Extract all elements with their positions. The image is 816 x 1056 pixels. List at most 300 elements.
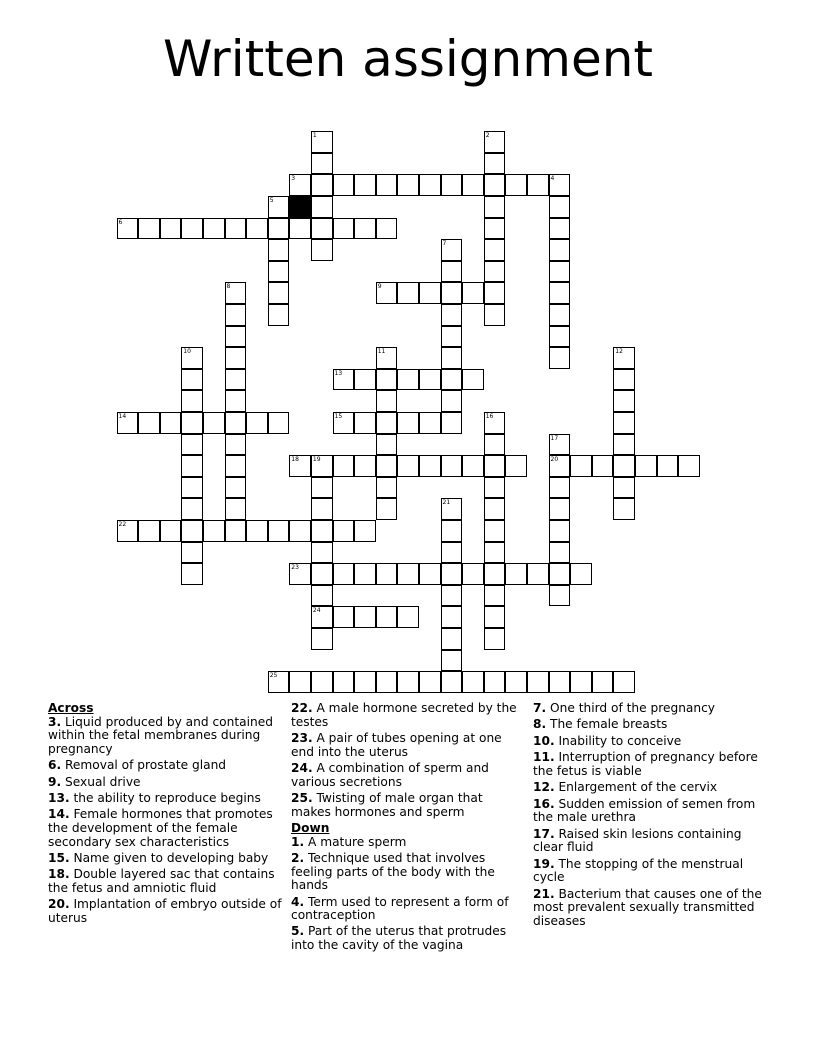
grid-cell[interactable] [181, 498, 203, 520]
cell-number: 3 [291, 175, 296, 183]
clue-text: The female breasts [546, 717, 668, 732]
clue-number: 22. [291, 701, 313, 715]
grid-cell[interactable] [549, 174, 571, 196]
grid-cell[interactable] [484, 606, 506, 628]
grid-cell[interactable] [484, 628, 506, 650]
grid-cell[interactable] [181, 412, 203, 434]
grid-cell[interactable] [376, 369, 398, 391]
grid-cell[interactable] [549, 261, 571, 283]
grid-cell[interactable] [354, 218, 376, 240]
grid-cell[interactable] [484, 282, 506, 304]
grid-cell[interactable] [549, 563, 571, 585]
grid-cell[interactable] [570, 563, 592, 585]
grid-cell[interactable] [354, 174, 376, 196]
grid-cell[interactable] [527, 563, 549, 585]
grid-cell[interactable] [657, 455, 679, 477]
grid-cell[interactable] [397, 606, 419, 628]
grid-cell[interactable] [268, 520, 290, 542]
grid-cell[interactable] [570, 671, 592, 693]
grid-cell[interactable] [181, 520, 203, 542]
clue-text: Removal of prostate gland [61, 758, 227, 773]
grid-cell[interactable] [484, 412, 506, 434]
grid-cell[interactable] [613, 455, 635, 477]
grid-cell[interactable] [333, 520, 355, 542]
grid-cell[interactable] [441, 326, 463, 348]
grid-cell[interactable] [268, 261, 290, 283]
down-clue [533, 702, 763, 716]
grid-cell[interactable] [311, 671, 333, 693]
clue-number: 11. [533, 750, 555, 765]
grid-cell[interactable] [441, 628, 463, 650]
grid-cell[interactable] [225, 412, 247, 434]
grid-cell[interactable] [181, 218, 203, 240]
down-clue [291, 896, 521, 923]
grid-cell[interactable] [484, 563, 506, 585]
grid-cell[interactable] [462, 563, 484, 585]
across-clue [291, 732, 521, 759]
grid-cell[interactable] [268, 196, 290, 218]
grid-cell[interactable] [117, 412, 139, 434]
grid-cell[interactable] [678, 455, 700, 477]
clues-column-3 [533, 702, 763, 931]
grid-cell[interactable] [613, 477, 635, 499]
grid-cell[interactable] [441, 174, 463, 196]
clue-text: Implantation of embryo outside of uterus [48, 897, 282, 925]
down-clue [291, 836, 521, 850]
grid-cell[interactable] [333, 563, 355, 585]
grid-cell[interactable] [160, 218, 182, 240]
grid-cell[interactable] [354, 369, 376, 391]
clue-number: 1. [291, 834, 305, 849]
grid-cell[interactable] [354, 412, 376, 434]
cell-number: 8 [226, 283, 231, 291]
grid-cell[interactable] [117, 218, 139, 240]
grid-cell[interactable] [225, 282, 247, 304]
grid-cell[interactable] [441, 650, 463, 672]
grid-cell[interactable] [333, 369, 355, 391]
down-clue [291, 852, 521, 893]
grid-cell[interactable] [441, 239, 463, 261]
page-title: Written assignment [162, 30, 653, 88]
grid-cell[interactable] [311, 196, 333, 218]
grid-cell[interactable] [181, 347, 203, 369]
grid-cell[interactable] [311, 542, 333, 564]
grid-cell[interactable] [484, 455, 506, 477]
grid-cell[interactable] [462, 369, 484, 391]
grid-cell[interactable] [268, 282, 290, 304]
clue-text: Part of the uterus that protrudes into the cavity of the vagina [291, 924, 507, 953]
cell-number: 13 [334, 369, 343, 377]
grid-cell[interactable] [138, 412, 160, 434]
clue-number: 14. [48, 807, 70, 822]
down-clue [533, 751, 763, 778]
grid-cell[interactable] [484, 218, 506, 240]
down-clue [533, 828, 763, 855]
grid-cell[interactable] [441, 498, 463, 520]
grid-cell[interactable] [441, 585, 463, 607]
grid-cell[interactable] [311, 477, 333, 499]
grid-cell[interactable] [138, 218, 160, 240]
grid-cell[interactable] [419, 455, 441, 477]
grid-cell[interactable] [549, 347, 571, 369]
grid-cell[interactable] [484, 477, 506, 499]
down-clue [533, 735, 763, 749]
cell-number: 1 [312, 132, 317, 140]
across-clue [48, 868, 283, 895]
clue-text: Twisting of male organ that makes hormones and sperm [291, 790, 483, 819]
clue-text: Liquid produced by and contained within the fetal membranes during pregnancy [48, 714, 273, 756]
grid-cell[interactable] [484, 196, 506, 218]
cell-number: 16 [485, 412, 494, 420]
clue-text: Sudden emission of semen from the male urethra [533, 796, 756, 825]
grid-cell[interactable] [549, 434, 571, 456]
grid-cell[interactable] [311, 239, 333, 261]
grid-cell[interactable] [160, 520, 182, 542]
grid-cell[interactable] [376, 477, 398, 499]
grid-cell[interactable] [419, 412, 441, 434]
grid-cell[interactable] [181, 369, 203, 391]
grid-cell[interactable] [441, 542, 463, 564]
grid-cell[interactable] [462, 282, 484, 304]
grid-cell[interactable] [203, 520, 225, 542]
grid-cell[interactable] [268, 671, 290, 693]
grid-cell[interactable] [397, 455, 419, 477]
grid-cell[interactable] [246, 520, 268, 542]
grid-cell[interactable] [441, 455, 463, 477]
grid-cell[interactable] [462, 455, 484, 477]
grid-cell[interactable] [246, 218, 268, 240]
grid-cell[interactable] [333, 455, 355, 477]
across-clue [48, 776, 283, 790]
grid-cell[interactable] [549, 498, 571, 520]
grid-cell[interactable] [397, 174, 419, 196]
grid-cell[interactable] [333, 218, 355, 240]
grid-cell[interactable] [484, 261, 506, 283]
cell-number: 14 [118, 412, 127, 420]
cell-number: 2 [485, 132, 490, 140]
cell-number: 5 [269, 196, 274, 204]
grid-cell[interactable] [311, 131, 333, 153]
clue-number: 21. [533, 886, 555, 901]
grid-cell[interactable] [397, 412, 419, 434]
grid-cell[interactable] [268, 304, 290, 326]
cell-number: 22 [118, 520, 127, 528]
grid-cell[interactable] [333, 174, 355, 196]
grid-cell[interactable] [181, 542, 203, 564]
grid-cell[interactable] [289, 455, 311, 477]
grid-cell[interactable] [289, 563, 311, 585]
grid-cell[interactable] [527, 174, 549, 196]
across-clue [291, 702, 521, 729]
grid-cell[interactable] [613, 390, 635, 412]
cell-number: 10 [183, 348, 191, 356]
grid-cell[interactable] [225, 326, 247, 348]
down-clue [533, 798, 763, 825]
clue-number: 4. [291, 894, 305, 909]
grid-cell[interactable] [376, 671, 398, 693]
clue-number: 24. [291, 760, 313, 775]
grid-cell[interactable] [376, 412, 398, 434]
grid-cell[interactable] [549, 239, 571, 261]
grid-cell[interactable] [441, 412, 463, 434]
clue-text: Enlargement of the cervix [554, 780, 718, 795]
grid-cell[interactable] [333, 671, 355, 693]
grid-cell[interactable] [181, 563, 203, 585]
grid-cell[interactable] [225, 369, 247, 391]
clue-text: Technique used that involves feeling parts of the body with the hands [291, 850, 495, 893]
grid-cell[interactable] [527, 671, 549, 693]
grid-cell[interactable] [592, 671, 614, 693]
cell-number: 23 [291, 564, 299, 572]
across-clue [48, 759, 283, 773]
grid-cell[interactable] [419, 282, 441, 304]
grid-cell[interactable] [311, 153, 333, 175]
grid-cell[interactable] [181, 477, 203, 499]
grid-cell[interactable] [484, 434, 506, 456]
grid-cell[interactable] [311, 585, 333, 607]
grid-cell[interactable] [549, 196, 571, 218]
grid-cell[interactable] [181, 434, 203, 456]
grid-cell[interactable] [376, 606, 398, 628]
grid-cell[interactable] [160, 412, 182, 434]
grid-cell[interactable] [181, 390, 203, 412]
grid-cell[interactable] [268, 239, 290, 261]
grid-cell[interactable] [549, 304, 571, 326]
down-clue [291, 925, 521, 952]
grid-cell[interactable] [419, 563, 441, 585]
clue-number: 19. [533, 856, 555, 871]
grid-cell[interactable] [225, 390, 247, 412]
grid-cell[interactable] [613, 369, 635, 391]
grid-cell[interactable] [549, 455, 571, 477]
grid-cell[interactable] [376, 218, 398, 240]
grid-cell[interactable] [484, 671, 506, 693]
grid-cell[interactable] [354, 606, 376, 628]
clue-number: 5. [291, 924, 305, 939]
clue-text: One third of the pregnancy [546, 701, 716, 715]
clue-number: 23. [291, 730, 313, 745]
grid-cell[interactable] [289, 174, 311, 196]
grid-cell[interactable] [419, 369, 441, 391]
grid-cell[interactable] [592, 455, 614, 477]
grid-cell[interactable] [117, 520, 139, 542]
clue-number: 17. [533, 826, 555, 841]
grid-cell[interactable] [225, 218, 247, 240]
grid-cell[interactable] [203, 218, 225, 240]
grid-cell[interactable] [441, 390, 463, 412]
across-clue [48, 716, 283, 757]
grid-cell[interactable] [354, 563, 376, 585]
grid-cell[interactable] [484, 304, 506, 326]
clue-number: 13. [48, 790, 70, 805]
grid-cell[interactable] [484, 174, 506, 196]
grid-cell[interactable] [181, 455, 203, 477]
grid-cell[interactable] [246, 412, 268, 434]
grid-cell[interactable] [484, 520, 506, 542]
clue-text: Interruption of pregnancy before the fetus is viable [533, 750, 758, 778]
grid-cell[interactable] [549, 218, 571, 240]
grid-cell[interactable] [268, 412, 290, 434]
grid-cell[interactable] [462, 174, 484, 196]
clue-text: Name given to developing baby [69, 850, 269, 865]
grid-cell[interactable] [397, 369, 419, 391]
across-clue [48, 852, 283, 866]
grid-cell[interactable] [354, 455, 376, 477]
grid-cell[interactable] [462, 671, 484, 693]
across-heading: Across [48, 701, 94, 715]
grid-cell[interactable] [613, 498, 635, 520]
clue-number: 18. [48, 867, 70, 882]
clue-text: A male hormone secreted by the testes [291, 701, 517, 729]
clue-number: 10. [533, 733, 555, 748]
clue-text: Sexual drive [61, 774, 141, 789]
grid-cell[interactable] [376, 434, 398, 456]
cell-number: 6 [118, 218, 123, 226]
grid-cell[interactable] [484, 585, 506, 607]
cell-number: 11 [377, 348, 386, 356]
grid-cell-black [289, 196, 311, 218]
clue-number: 9. [48, 774, 62, 789]
grid-cell[interactable] [613, 671, 635, 693]
clues-column-2 [291, 702, 521, 955]
grid-cell[interactable] [225, 477, 247, 499]
clue-number: 8. [533, 717, 547, 732]
grid-cell[interactable] [311, 563, 333, 585]
grid-cell[interactable] [505, 563, 527, 585]
grid-cell[interactable] [441, 369, 463, 391]
grid-cell[interactable] [484, 239, 506, 261]
grid-cell[interactable] [484, 498, 506, 520]
grid-cell[interactable] [549, 585, 571, 607]
grid-cell[interactable] [549, 282, 571, 304]
grid-cell[interactable] [311, 606, 333, 628]
grid-cell[interactable] [549, 671, 571, 693]
grid-cell[interactable] [505, 671, 527, 693]
grid-cell[interactable] [333, 412, 355, 434]
grid-cell[interactable] [203, 412, 225, 434]
clue-text: A combination of sperm and various secretions [291, 760, 489, 789]
grid-cell[interactable] [549, 326, 571, 348]
grid-cell[interactable] [311, 520, 333, 542]
grid-cell[interactable] [484, 542, 506, 564]
clue-text: the ability to reproduce begins [69, 790, 261, 805]
grid-cell[interactable] [311, 498, 333, 520]
grid-cell[interactable] [397, 282, 419, 304]
grid-cell[interactable] [441, 347, 463, 369]
grid-cell[interactable] [505, 174, 527, 196]
grid-cell[interactable] [376, 498, 398, 520]
cell-number: 25 [269, 672, 278, 680]
grid-cell[interactable] [397, 563, 419, 585]
clue-number: 7. [533, 701, 547, 715]
down-clue [533, 858, 763, 885]
grid-cell[interactable] [268, 218, 290, 240]
grid-cell[interactable] [376, 563, 398, 585]
grid-cell[interactable] [225, 520, 247, 542]
grid-cell[interactable] [419, 671, 441, 693]
grid-cell[interactable] [311, 218, 333, 240]
grid-cell[interactable] [333, 606, 355, 628]
grid-cell[interactable] [441, 520, 463, 542]
cell-number: 19 [312, 456, 321, 464]
grid-cell[interactable] [138, 520, 160, 542]
clue-text: A pair of tubes opening at one end into the uterus [291, 730, 502, 759]
clue-text: The stopping of the menstrual cycle [533, 856, 744, 885]
grid-cell[interactable] [570, 455, 592, 477]
clue-number: 25. [291, 790, 313, 805]
grid-cell[interactable] [376, 282, 398, 304]
grid-cell[interactable] [225, 434, 247, 456]
grid-cell[interactable] [549, 542, 571, 564]
grid-cell[interactable] [354, 671, 376, 693]
across-clue [48, 808, 283, 849]
cell-number: 18 [291, 456, 299, 464]
grid-cell[interactable] [354, 520, 376, 542]
grid-cell[interactable] [635, 455, 657, 477]
grid-cell[interactable] [484, 153, 506, 175]
grid-cell[interactable] [549, 477, 571, 499]
grid-cell[interactable] [505, 455, 527, 477]
clue-number: 12. [533, 780, 555, 795]
grid-cell[interactable] [225, 347, 247, 369]
grid-cell[interactable] [311, 174, 333, 196]
grid-cell[interactable] [225, 498, 247, 520]
grid-cell[interactable] [613, 347, 635, 369]
grid-cell[interactable] [441, 606, 463, 628]
clues-column-1 [48, 702, 283, 928]
grid-cell[interactable] [419, 174, 441, 196]
cell-number: 15 [334, 412, 343, 420]
grid-cell[interactable] [613, 434, 635, 456]
down-clue [533, 888, 763, 929]
grid-cell[interactable] [289, 520, 311, 542]
grid-cell[interactable] [441, 304, 463, 326]
grid-cell[interactable] [613, 412, 635, 434]
grid-cell[interactable] [441, 282, 463, 304]
down-clue [533, 781, 763, 795]
grid-cell[interactable] [441, 671, 463, 693]
clue-text: Double layered sac that contains the fetus and amniotic fluid [48, 867, 275, 895]
grid-cell[interactable] [311, 628, 333, 650]
clue-number: 6. [48, 758, 62, 773]
grid-cell[interactable] [376, 174, 398, 196]
clue-number: 15. [48, 850, 70, 865]
grid-cell[interactable] [484, 131, 506, 153]
cell-number: 21 [442, 499, 451, 507]
grid-cell[interactable] [225, 455, 247, 477]
down-clue [533, 718, 763, 732]
grid-cell[interactable] [441, 563, 463, 585]
grid-cell[interactable] [376, 455, 398, 477]
grid-cell[interactable] [376, 347, 398, 369]
grid-cell[interactable] [225, 304, 247, 326]
grid-cell[interactable] [376, 390, 398, 412]
grid-cell[interactable] [289, 218, 311, 240]
grid-cell[interactable] [441, 261, 463, 283]
clue-text: A mature sperm [304, 834, 407, 849]
cell-number: 7 [442, 240, 447, 248]
grid-cell[interactable] [311, 455, 333, 477]
cell-number: 9 [377, 283, 382, 291]
clue-text: Inability to conceive [554, 733, 682, 748]
clue-number: 20. [48, 897, 70, 912]
grid-cell[interactable] [549, 520, 571, 542]
across-clue [48, 792, 283, 806]
clue-number: 2. [291, 850, 305, 865]
grid-cell[interactable] [289, 671, 311, 693]
down-heading: Down [291, 820, 330, 835]
grid-cell[interactable] [397, 671, 419, 693]
